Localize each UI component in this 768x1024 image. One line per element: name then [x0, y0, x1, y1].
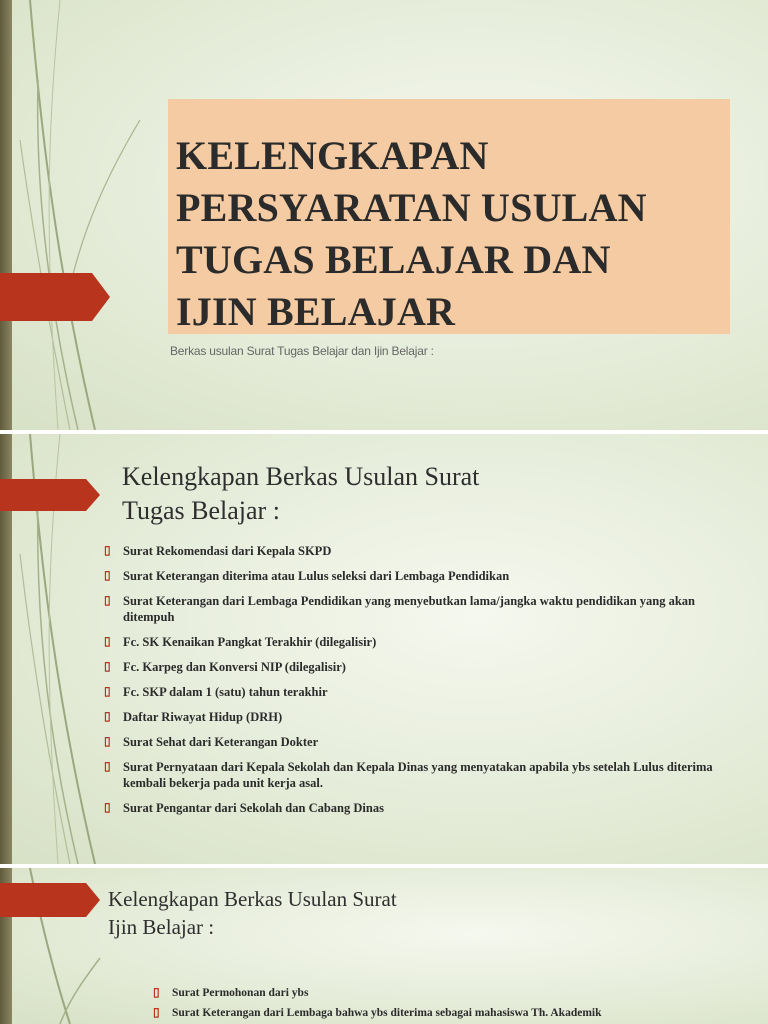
list-item — [104, 568, 734, 584]
list-item — [104, 543, 734, 559]
bullet-icon: ▯ — [153, 985, 160, 999]
slide-title-text: KELENGKAPAN PERSYARATAN USULAN TUGAS BELAJAR DAN IJIN BELAJAR — [176, 133, 647, 334]
bullet-icon: ▯ — [104, 568, 111, 582]
list-item — [104, 684, 734, 700]
list-item-text: Surat Keterangan dari Lembaga bahwa ybs diterima sebagai mahasiswa Th. Akademik — [172, 1007, 602, 1019]
list-item-text: Fc. Karpeg dan Konversi NIP (dilegalisir) — [123, 660, 346, 674]
red-arrow-tab — [0, 883, 100, 917]
bullet-icon: ▯ — [104, 684, 111, 698]
list-item — [104, 800, 734, 816]
tugas-belajar-requirements-list — [104, 543, 734, 816]
slide-title — [0, 0, 768, 430]
bullet-icon: ▯ — [153, 1005, 160, 1019]
list-item-text: Surat Permohonan dari ybs — [172, 987, 309, 999]
bullet-icon: ▯ — [104, 734, 111, 748]
list-item-text: Surat Rekomendasi dari Kepala SKPD — [123, 544, 332, 558]
list-item — [104, 593, 734, 625]
bullet-icon: ▯ — [104, 543, 111, 557]
list-item-text: Surat Pernyataan dari Kepala Sekolah dan Kepala Dinas yang menyatakan apabila ybs setelah Lulus diterima kembali bekerja pada unit kerja asal. — [123, 760, 713, 790]
ijin-belajar-requirements-list — [153, 983, 743, 1023]
list-item-text: Surat Sehat dari Keterangan Dokter — [123, 735, 319, 749]
slide-subtitle: Berkas usulan Surat Tugas Belajar dan Ijin Belajar : — [170, 344, 434, 358]
slide2-heading: Kelengkapan Berkas Usulan Surat Tugas Belajar : — [122, 462, 480, 525]
bullet-icon: ▯ — [104, 800, 111, 814]
list-item-text: Surat Keterangan diterima atau Lulus seleksi dari Lembaga Pendidikan — [123, 569, 510, 583]
list-item — [104, 759, 734, 791]
list-item-text: Daftar Riwayat Hidup (DRH) — [123, 710, 283, 724]
bullet-icon: ▯ — [104, 593, 111, 607]
list-item — [153, 1003, 743, 1023]
list-item-text: Fc. SKP dalam 1 (satu) tahun terakhir — [123, 685, 328, 699]
list-item-text: Surat Keterangan dari Lembaga Pendidikan yang menyebutkan lama/jangka waktu pendidikan yang akan ditempuh — [123, 594, 695, 624]
list-item — [153, 983, 743, 1003]
bullet-icon: ▯ — [104, 709, 111, 723]
slide3-heading: Kelengkapan Berkas Usulan Surat Ijin Belajar : — [108, 887, 397, 939]
red-arrow-tab — [0, 479, 100, 511]
list-item-text: Surat Pengantar dari Sekolah dan Cabang Dinas — [123, 801, 384, 815]
list-item — [104, 659, 734, 675]
red-arrow-tab — [0, 273, 110, 321]
bullet-icon: ▯ — [104, 659, 111, 673]
list-item — [104, 734, 734, 750]
list-item-text: Fc. SK Kenaikan Pangkat Terakhir (dilegalisir) — [123, 635, 377, 649]
list-item — [104, 634, 734, 650]
bullet-icon: ▯ — [104, 634, 111, 648]
decorative-stems — [0, 0, 160, 430]
bullet-icon: ▯ — [104, 759, 111, 773]
list-item — [104, 709, 734, 725]
